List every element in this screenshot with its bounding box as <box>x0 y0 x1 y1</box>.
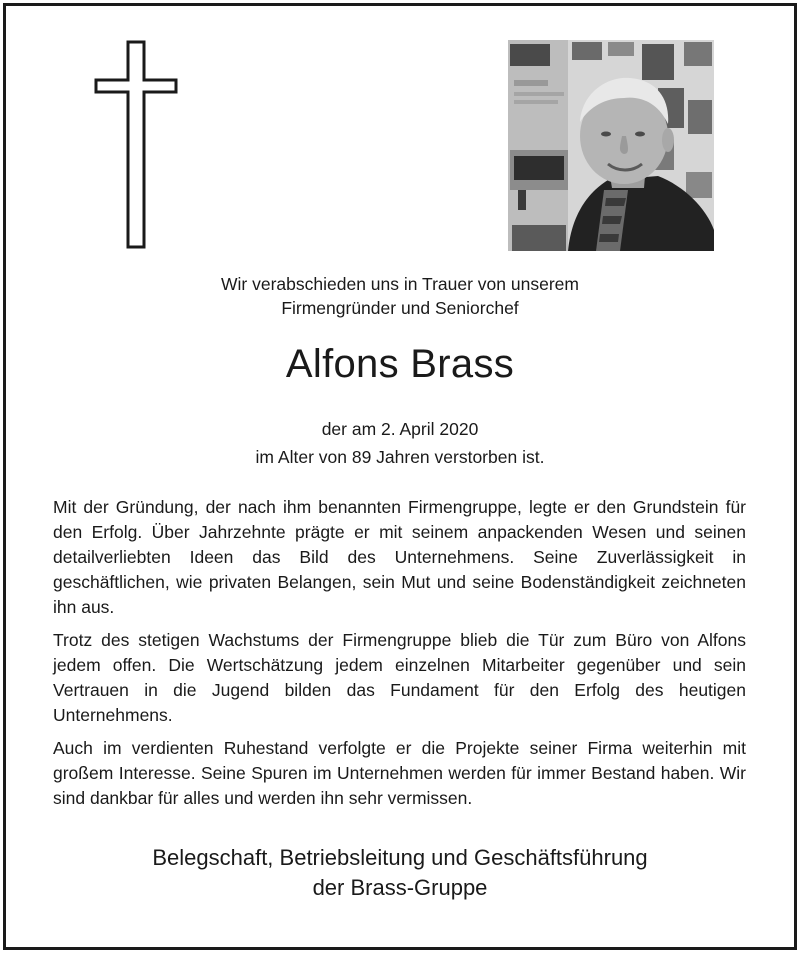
signature-line-1: Belegschaft, Betriebsleitung und Geschäftsführung <box>152 845 648 870</box>
deceased-name: Alfons Brass <box>285 342 515 386</box>
body-paragraph-2: Trotz des stetigen Wachstums der Firmengruppe blieb die Tür zum Büro von Alfons jedem offen. Die Wertschätzung jedem einzelnen Mitarbeiter gegenüber und sein Vertrauen in die Jugend bilden das Fundament für den Erfolg des heutigen Unternehmens. <box>53 630 746 725</box>
intro-line-2: Firmengründer und Seniorchef <box>281 298 519 318</box>
death-age-line: im Alter von 89 Jahren verstorben ist. <box>255 447 545 467</box>
obituary-body <box>53 495 746 819</box>
intro-text <box>0 272 800 320</box>
portrait-photo <box>508 40 714 251</box>
body-paragraph-3: Auch im verdienten Ruhestand verfolgte er die Projekte seiner Firma weiterhin mit großem Interesse. Seine Spuren im Unternehmen werden für immer Bestand haben. Wir sind dankbar für alles und werden ihn sehr vermissen. <box>53 738 746 808</box>
intro-line-1: Wir verabschieden uns in Trauer von unserem <box>221 274 579 294</box>
signature-line-2: der Brass-Gruppe <box>312 875 488 900</box>
death-date-line: der am 2. April 2020 <box>321 419 479 439</box>
cross-icon <box>94 40 180 250</box>
death-info <box>0 415 800 471</box>
body-paragraph-1: Mit der Gründung, der nach ihm benannten Firmengruppe, legte er den Grundstein für den Erfolg. Über Jahrzehnte prägte er mit seinem anpackenden Wesen und seinen detailverliebten Ideen das Bild des Unternehmens. Seine Zuverlässigkeit in geschäftlichen, wie privaten Belangen, sein Mut und seine Bodenständigkeit zeichneten ihn aus. <box>53 497 746 617</box>
signature <box>0 843 800 903</box>
